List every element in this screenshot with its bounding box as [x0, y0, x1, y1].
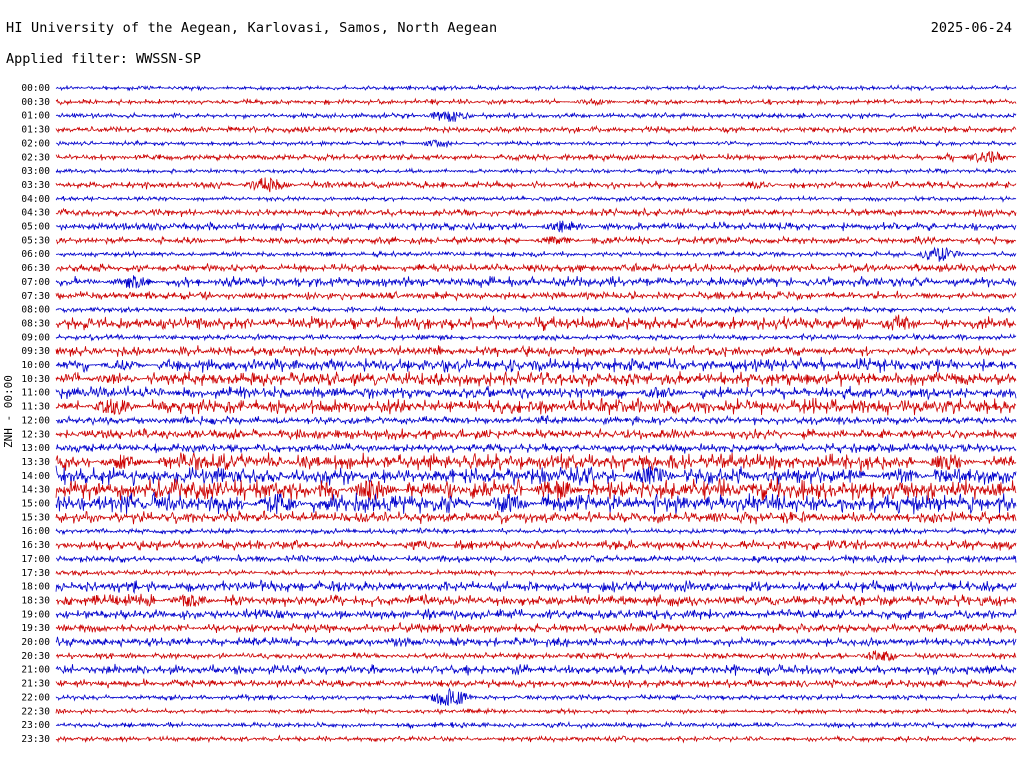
svg-text:05:30: 05:30: [21, 235, 50, 247]
svg-text:08:00: 08:00: [21, 304, 50, 316]
page-title: HI University of the Aegean, Karlovasi, Samos, North Aegean: [6, 20, 498, 36]
svg-text:20:30: 20:30: [21, 650, 50, 662]
svg-text:03:30: 03:30: [21, 179, 50, 191]
svg-text:15:00: 15:00: [21, 498, 50, 510]
svg-text:01:00: 01:00: [21, 110, 50, 122]
svg-text:21:30: 21:30: [21, 678, 50, 690]
svg-text:15:30: 15:30: [21, 512, 50, 524]
svg-text:12:30: 12:30: [21, 429, 50, 441]
svg-text:11:30: 11:30: [21, 401, 50, 413]
svg-text:19:00: 19:00: [21, 609, 50, 621]
svg-text:13:30: 13:30: [21, 456, 50, 468]
y-axis-label: ZNH - 00:00: [2, 375, 15, 448]
svg-text:07:30: 07:30: [21, 290, 50, 302]
record-date: 2025-06-24: [930, 20, 1012, 36]
svg-text:01:30: 01:30: [21, 124, 50, 136]
svg-text:10:30: 10:30: [21, 373, 50, 385]
svg-text:23:30: 23:30: [21, 733, 50, 745]
helicorder-plot: [0, 78, 1024, 768]
svg-text:06:30: 06:30: [21, 263, 50, 275]
svg-text:22:30: 22:30: [21, 706, 50, 718]
svg-text:12:00: 12:00: [21, 415, 50, 427]
applied-filter-label: Applied filter: WWSSN-SP: [6, 51, 202, 67]
svg-text:18:00: 18:00: [21, 581, 50, 593]
svg-text:04:00: 04:00: [21, 193, 50, 205]
svg-text:21:00: 21:00: [21, 664, 50, 676]
svg-text:06:00: 06:00: [21, 249, 50, 261]
svg-text:17:30: 17:30: [21, 567, 50, 579]
svg-text:09:30: 09:30: [21, 346, 50, 358]
svg-text:04:30: 04:30: [21, 207, 50, 219]
svg-text:09:00: 09:00: [21, 332, 50, 344]
svg-text:02:00: 02:00: [21, 138, 50, 150]
svg-text:05:00: 05:00: [21, 221, 50, 233]
svg-text:22:00: 22:00: [21, 692, 50, 704]
seismogram-traces: [0, 78, 1024, 768]
svg-text:02:30: 02:30: [21, 152, 50, 164]
svg-text:07:00: 07:00: [21, 276, 50, 288]
svg-text:16:00: 16:00: [21, 526, 50, 538]
svg-text:19:30: 19:30: [21, 623, 50, 635]
svg-text:10:00: 10:00: [21, 360, 50, 371]
svg-text:20:00: 20:00: [21, 637, 50, 648]
svg-text:08:30: 08:30: [21, 318, 50, 330]
svg-text:14:00: 14:00: [21, 470, 50, 482]
svg-text:18:30: 18:30: [21, 595, 50, 607]
svg-text:17:00: 17:00: [21, 553, 50, 565]
svg-text:13:00: 13:00: [21, 443, 50, 455]
svg-text:14:30: 14:30: [21, 484, 50, 496]
svg-text:00:30: 00:30: [21, 96, 50, 108]
svg-text:16:30: 16:30: [21, 540, 50, 552]
svg-text:00:00: 00:00: [21, 83, 50, 94]
svg-text:11:00: 11:00: [21, 387, 50, 399]
svg-text:03:00: 03:00: [21, 166, 50, 178]
svg-text:23:00: 23:00: [21, 720, 50, 732]
